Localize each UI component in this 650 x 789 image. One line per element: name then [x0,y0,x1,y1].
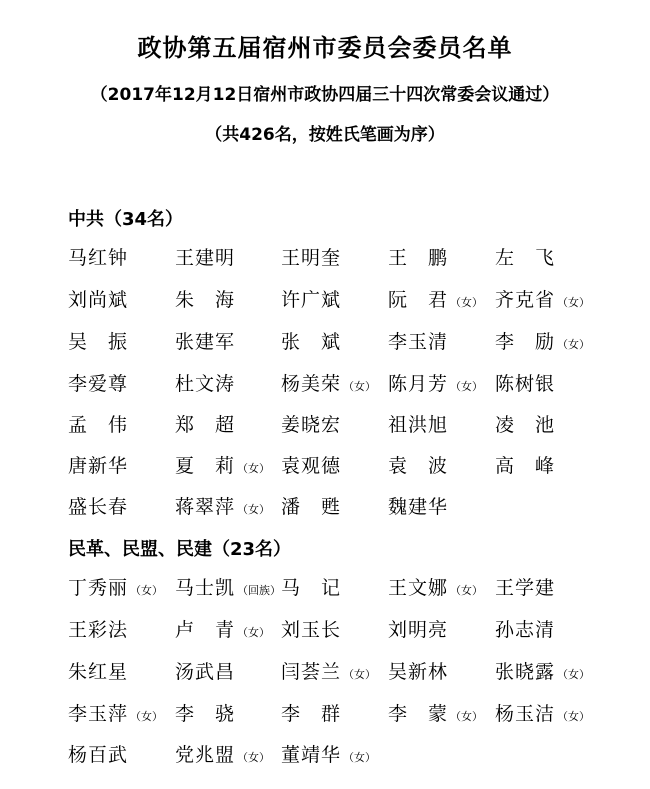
member-name-text: 丁秀丽 [68,577,129,599]
name-row [68,740,628,770]
member-name [281,615,341,642]
member-name-text: 马士凯 [175,577,236,599]
member-name-text: 夏 莉 [175,455,236,477]
member-name-text: 卢 青 [175,619,236,641]
member-name [175,492,270,519]
member-name-text: 蒋翠萍 [175,496,236,518]
member-name [388,699,483,726]
member-name-text: 杨玉洁 [495,703,556,725]
member-name-text: 董靖华 [281,744,342,766]
member-note: （女） [343,380,377,393]
member-name [281,243,341,270]
document-title: 政协第五届宿州市委员会委员名单 [137,34,513,62]
member-name-text: 张晓露 [495,661,556,683]
member-name-text: 杜文涛 [175,373,236,395]
member-name [495,657,590,684]
member-note: （女） [343,668,377,681]
member-name [175,451,270,478]
member-name [281,573,341,600]
member-note: （女） [557,296,591,309]
member-name [175,699,235,726]
name-row [68,451,628,481]
member-name-text: 陈树银 [495,373,556,395]
member-note: （女） [237,751,271,764]
member-name-text: 高 峰 [495,455,556,477]
member-name-text: 祖洪旭 [388,414,449,436]
member-name [68,243,128,270]
member-name [495,285,590,312]
member-name [281,451,341,478]
member-name-text: 李 励 [495,331,556,353]
member-name-text: 盛长春 [68,496,129,518]
member-name [68,699,163,726]
member-note: （女） [557,338,591,351]
member-name-text: 刘明亮 [388,619,449,641]
member-name-text: 袁观德 [281,455,342,477]
member-name-text: 杨美荣 [281,373,342,395]
name-row [68,243,628,273]
member-name-text: 王建明 [175,247,236,269]
member-name [68,573,163,600]
member-name [281,740,376,767]
member-name [68,285,128,312]
member-note: （女） [450,710,484,723]
member-name-text: 朱 海 [175,289,236,311]
member-name [388,573,483,600]
member-name [175,615,270,642]
member-name [388,410,448,437]
member-name [281,327,341,354]
member-note: （女） [343,751,377,764]
member-name-text: 王明奎 [281,247,342,269]
member-name-text: 党兆盟 [175,744,236,766]
member-note: （女） [237,503,271,516]
member-name-text: 刘尚斌 [68,289,129,311]
member-name [175,573,281,600]
member-note: （女） [557,710,591,723]
member-name [281,657,376,684]
name-row [68,369,628,399]
member-name-text: 孟 伟 [68,414,129,436]
name-row [68,657,628,687]
member-name [68,492,128,519]
member-name [495,410,555,437]
member-name-text: 齐克省 [495,289,556,311]
member-name-text: 凌 池 [495,414,556,436]
document-subtitle-count: （共426名，按姓氏笔画为序） [205,125,445,145]
member-name [495,327,590,354]
member-name [175,410,235,437]
member-note: （女） [450,380,484,393]
member-name [175,657,235,684]
name-row [68,285,628,315]
name-row [68,615,628,645]
member-name-text: 唐新华 [68,455,129,477]
member-name [68,327,128,354]
member-name [281,369,376,396]
member-name-text: 陈月芳 [388,373,449,395]
member-name-text: 李 蒙 [388,703,449,725]
member-name-text: 王 鹏 [388,247,449,269]
member-name-text: 吴新林 [388,661,449,683]
member-name-text: 吴 振 [68,331,129,353]
member-name [495,369,555,396]
member-name-text: 汤武昌 [175,661,236,683]
member-name-text: 马 记 [281,577,342,599]
member-name-text: 闫荟兰 [281,661,342,683]
member-name [281,492,341,519]
member-note: （女） [130,710,164,723]
member-name [175,327,235,354]
name-row [68,492,628,522]
member-name [281,699,341,726]
member-name-text: 刘玉长 [281,619,342,641]
member-name [388,285,483,312]
member-name [68,657,128,684]
member-name [68,410,128,437]
member-name [175,369,235,396]
member-note: （回族） [237,584,282,597]
member-name-text: 阮 君 [388,289,449,311]
member-name [388,492,448,519]
name-row [68,410,628,440]
member-name-text: 孙志清 [495,619,556,641]
member-name [495,699,590,726]
member-note: （女） [557,668,591,681]
section-heading-zhonggong: 中共（34名） [68,209,184,230]
member-name-text: 魏建华 [388,496,449,518]
member-name-text: 张建军 [175,331,236,353]
member-note: （女） [130,584,164,597]
member-name-text: 许广斌 [281,289,342,311]
member-name-text: 马红钟 [68,247,129,269]
member-name [495,615,555,642]
member-name [281,410,341,437]
name-row [68,699,628,729]
member-name [388,369,483,396]
member-name [388,657,448,684]
member-name-text: 张 斌 [281,331,342,353]
member-note: （女） [450,584,484,597]
member-note: （女） [237,462,271,475]
member-name-text: 袁 波 [388,455,449,477]
member-name-text: 姜晓宏 [281,414,342,436]
member-name [175,740,270,767]
member-name-text: 李玉清 [388,331,449,353]
member-name-text: 王文娜 [388,577,449,599]
member-name [68,369,128,396]
member-name-text: 左 飞 [495,247,556,269]
member-name [68,615,128,642]
member-name [388,327,448,354]
member-name-text: 杨百武 [68,744,129,766]
section-heading-minge-minmeng-minjian: 民革、民盟、民建（23名） [68,539,292,560]
member-name [68,740,128,767]
member-name-text: 李玉萍 [68,703,129,725]
member-name [495,451,555,478]
member-name [388,615,448,642]
member-name [388,451,448,478]
name-row [68,573,628,603]
member-name [68,451,128,478]
member-name [495,573,555,600]
member-name [388,243,448,270]
member-name-text: 王学建 [495,577,556,599]
member-note: （女） [450,296,484,309]
document-subtitle-date: （2017年12月12日宿州市政协四届三十四次常委会议通过） [90,85,560,105]
name-row [68,327,628,357]
member-name-text: 王彩法 [68,619,129,641]
member-name-text: 朱红星 [68,661,129,683]
member-name [175,285,235,312]
member-name-text: 李 群 [281,703,342,725]
member-name-text: 郑 超 [175,414,236,436]
member-name-text: 李爱尊 [68,373,129,395]
member-name [495,243,555,270]
member-name [281,285,341,312]
member-name-text: 潘 甦 [281,496,342,518]
member-note: （女） [237,626,271,639]
member-name [175,243,235,270]
member-name-text: 李 骁 [175,703,236,725]
